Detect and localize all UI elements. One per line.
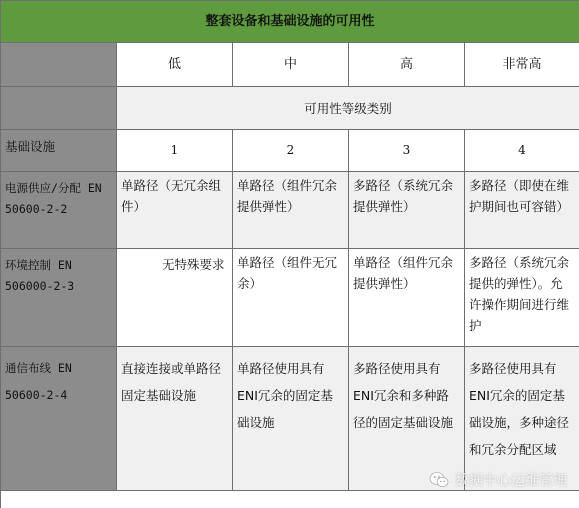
table-title: 整套设备和基础设施的可用性 xyxy=(1,1,579,43)
row-label-infrastructure: 基础设施 xyxy=(1,130,117,172)
row-label-power: 电源供应/分配 EN 50600-2-2 xyxy=(1,172,117,249)
table-cell: 单路径使用具有ENI冗余的固定基础设施 xyxy=(233,347,349,491)
table-cell: 单路径（组件冗余提供弹性） xyxy=(349,249,465,347)
table-cell: 多路径（即使在维护期间也可容错） xyxy=(465,172,579,249)
category-corner-cell xyxy=(1,87,117,130)
corner-cell xyxy=(1,43,117,87)
wechat-icon xyxy=(429,471,449,489)
table-cell: 多路径（系统冗余提供的弹性）。允许操作期间进行维护 xyxy=(465,249,579,347)
table-cell: 单路径（组件冗余提供弹性） xyxy=(233,172,349,249)
row-label-cabling: 通信布线 EN 50600-2-4 xyxy=(1,347,117,491)
level-high-header: 高 xyxy=(349,43,465,87)
table-cell: 2 xyxy=(233,130,349,172)
table-cell: 直接连接或单路径固定基础设施 xyxy=(117,347,233,491)
level-very-high-header: 非常高 xyxy=(465,43,579,87)
table-cell: 4 xyxy=(465,130,579,172)
table-cell: 1 xyxy=(117,130,233,172)
level-low-header: 低 xyxy=(117,43,233,87)
table-cell: 多路径使用具有ENI冗余和多种路径的固定基础设施 xyxy=(349,347,465,491)
watermark xyxy=(429,470,567,490)
table-cell: 3 xyxy=(349,130,465,172)
watermark-text: 数据中心运维管理 xyxy=(455,473,567,489)
table-cell: 单路径（组件无冗余） xyxy=(233,249,349,347)
table-cell: 多路径使用具有ENI冗余的固定基础设施，多种途径和冗余分配区域 xyxy=(465,347,579,491)
table-cell: 无特殊要求 xyxy=(117,249,233,347)
table-cell: 多路径（系统冗余提供弹性） xyxy=(349,172,465,249)
level-medium-header: 中 xyxy=(233,43,349,87)
table-cell: 单路径（无冗余组件） xyxy=(117,172,233,249)
category-label: 可用性等级类别 xyxy=(117,87,579,130)
row-label-environment: 环境控制 EN 506000-2-3 xyxy=(1,249,117,347)
